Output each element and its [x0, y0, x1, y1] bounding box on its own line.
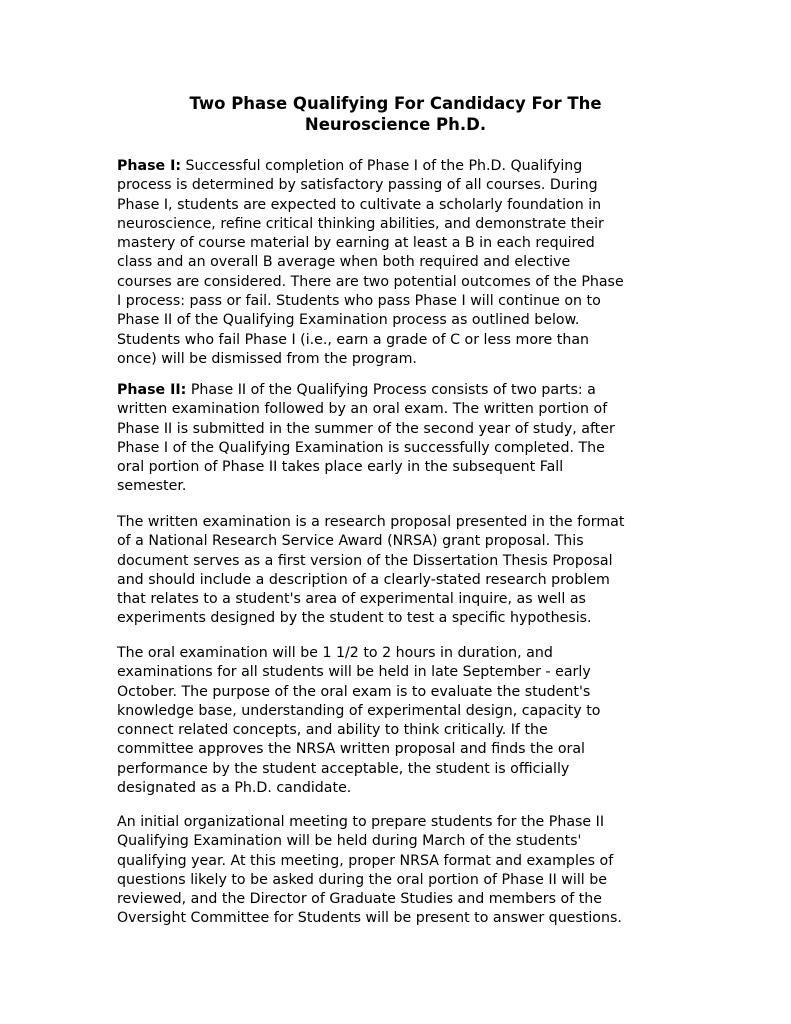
meeting-paragraph [117, 813, 687, 929]
paragraph-line: experiments designed by the student to test a specific hypothesis. [117, 610, 592, 627]
title-line: Two Phase Qualifying For Candidacy For The [189, 94, 602, 113]
paragraph-line: Oversight Committee for Students will be present to answer questions. [117, 910, 622, 927]
paragraph-line: The written examination is a research proposal presented in the format [117, 514, 625, 530]
paragraph-line: qualifying year. At this meeting, proper NRSA format and examples of [117, 852, 614, 869]
paragraph-line: Qualifying Examination will be held during March of the students' [117, 833, 582, 850]
paragraph-line: class and an overall B average when both required and elective [117, 254, 571, 271]
paragraph-line [117, 381, 687, 400]
paragraph-line: I process: pass or fail. Students who pass Phase I will continue on to [117, 293, 601, 310]
paragraph-line: knowledge base, understanding of experimental design, capacity to [117, 702, 601, 719]
paragraph-line: reviewed, and the Director of Graduate Studies and members of the [117, 891, 603, 908]
phase2-text: Phase II of the Qualifying Process consists of two parts: a [186, 382, 596, 398]
paragraph-line: of a National Research Service Award (NRSA) grant proposal. This [117, 533, 584, 550]
paragraph-line: Phase I of the Qualifying Examination is successfully completed. The [117, 439, 605, 456]
paragraph-line: examinations for all students will be held in late September - early [117, 664, 591, 681]
paragraph-line: performance by the student acceptable, the student is officially [117, 760, 570, 777]
paragraph-line: Phase I, students are expected to cultivate a scholarly foundation in [117, 196, 602, 213]
paragraph-line: Students who fail Phase I (i.e., earn a grade of C or less more than [117, 331, 590, 348]
paragraph-line: Phase II of the Qualifying Examination process as outlined below. [117, 312, 580, 329]
paragraph-line: written examination followed by an oral exam. The written portion of [117, 401, 608, 418]
phase1-paragraph [117, 157, 687, 369]
document-title [117, 93, 674, 135]
paragraph-line: designated as a Ph.D. candidate. [117, 780, 352, 797]
paragraph-line: neuroscience, refine critical thinking abilities, and demonstrate their [117, 215, 604, 232]
paragraph-line: connect related concepts, and ability to think critically. If the [117, 722, 548, 739]
paragraph-line: courses are considered. There are two potential outcomes of the Phase [117, 273, 624, 290]
paragraph-line: oral portion of Phase II takes place early in the subsequent Fall [117, 459, 564, 476]
paragraph-line: An initial organizational meeting to prepare students for the Phase II [117, 814, 605, 830]
paragraph-line: questions likely to be asked during the oral portion of Phase II will be [117, 871, 607, 888]
paragraph-line: and should include a description of a clearly-stated research problem [117, 571, 610, 588]
paragraph-line: semester. [117, 478, 187, 495]
paragraph-line: The oral examination will be 1 1/2 to 2 hours in duration, and [117, 645, 553, 661]
paragraph-line: mastery of course material by earning at least a B in each required [117, 235, 595, 252]
paragraph-line: process is determined by satisfactory passing of all courses. During [117, 177, 598, 194]
paragraph-line: October. The purpose of the oral exam is to evaluate the student's [117, 683, 591, 700]
paragraph-line: that relates to a student's area of experimental inquire, as well as [117, 591, 586, 608]
phase2-label: Phase II: [117, 382, 187, 398]
phase1-label: Phase I: [117, 158, 182, 174]
paragraph-line [117, 157, 687, 176]
phase2-paragraph [117, 381, 687, 497]
written-exam-paragraph [117, 513, 687, 629]
oral-exam-paragraph [117, 644, 687, 798]
phase1-text: Successful completion of Phase I of the Ph.D. Qualifying [181, 158, 583, 174]
paragraph-line: Phase II is submitted in the summer of the second year of study, after [117, 420, 615, 437]
paragraph-line: document serves as a first version of the Dissertation Thesis Proposal [117, 552, 613, 569]
paragraph-line: committee approves the NRSA written proposal and finds the oral [117, 741, 585, 758]
paragraph-line: once) will be dismissed from the program. [117, 350, 417, 367]
title-line: Neuroscience Ph.D. [304, 115, 487, 134]
